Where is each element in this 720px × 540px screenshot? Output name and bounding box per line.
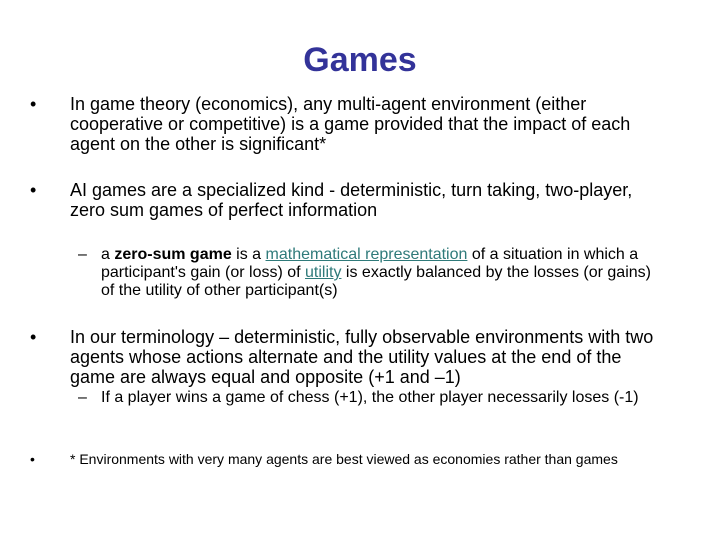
bullet-marker: • [30,327,37,347]
sub-bullet-zero-sum [78,246,658,300]
bullet-game-theory [30,94,660,154]
bullet-ai-games [30,180,660,220]
text-fragment: of a situation in which a participant's gain (or loss) of [101,246,639,281]
text-fragment: is exactly balanced by the losses (or gains) of the utility of other participant(s) [101,264,651,299]
bullet-marker: • [30,451,35,467]
bullet-text: AI games are a specialized kind - deterministic, turn taking, two-player, zero sum games of perfect information [70,180,633,220]
bullet-marker: • [30,180,37,200]
footnote-text: * Environments with very many agents are best viewed as economies rather than games [70,451,618,467]
bullet-terminology [30,327,670,387]
sub-bullet-marker: – [78,389,87,406]
slide-title: Games [303,41,417,79]
bullet-marker: • [30,94,37,114]
sub-bullet-text [101,246,658,300]
bullet-text: In game theory (economics), any multi-agent environment (either cooperative or competitive) is a game provided that the impact of each agent on the other is significant* [70,94,631,154]
text-fragment: a [101,246,115,263]
sub-bullet-chess [78,389,678,407]
mathematical-representation-link[interactable]: mathematical representation [265,246,468,263]
utility-link[interactable]: utility [305,264,342,281]
bullet-text: In our terminology – deterministic, fully observable environments with two agents whose actions alternate and the utility values at the end of the game are always equal and opposite (+1 and –1) [70,327,654,387]
text-fragment: is a [231,246,266,263]
sub-bullet-marker: – [78,246,87,263]
zero-sum-term: zero-sum game [114,246,232,263]
sub-bullet-text: If a player wins a game of chess (+1), the other player necessarily loses (-1) [101,389,639,406]
bullet-footnote [30,451,650,467]
